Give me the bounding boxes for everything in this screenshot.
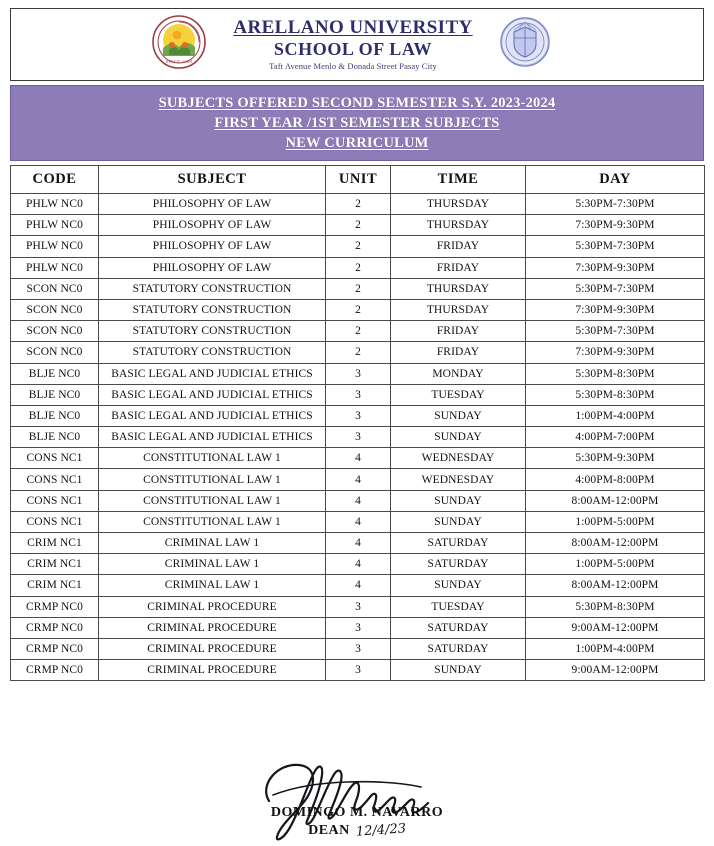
cell-subject: CRIMINAL PROCEDURE bbox=[99, 638, 326, 659]
cell-day: 8:00AM-12:00PM bbox=[526, 575, 705, 596]
cell-code: SCON NC0 bbox=[11, 299, 99, 320]
cell-unit: 2 bbox=[326, 236, 391, 257]
cell-unit: 4 bbox=[326, 533, 391, 554]
table-row bbox=[11, 321, 705, 342]
cell-code: PHLW NC0 bbox=[11, 257, 99, 278]
cell-code: SCON NC0 bbox=[11, 342, 99, 363]
letterhead bbox=[10, 8, 704, 81]
cell-day: 1:00PM-5:00PM bbox=[526, 554, 705, 575]
signature-block bbox=[0, 755, 714, 846]
cell-day: 1:00PM-4:00PM bbox=[526, 638, 705, 659]
cell-time: TUESDAY bbox=[391, 596, 526, 617]
table-row bbox=[11, 299, 705, 320]
schedule-table-body bbox=[11, 194, 705, 681]
signature-date: 12/4/23 bbox=[355, 821, 407, 840]
schedule-table-container bbox=[10, 165, 704, 681]
cell-day: 5:30PM-9:30PM bbox=[526, 448, 705, 469]
table-row bbox=[11, 427, 705, 448]
table-row bbox=[11, 511, 705, 532]
cell-time: FRIDAY bbox=[391, 236, 526, 257]
table-row bbox=[11, 638, 705, 659]
cell-day: 7:30PM-9:30PM bbox=[526, 257, 705, 278]
column-header-subject: SUBJECT bbox=[99, 166, 326, 194]
cell-day: 5:30PM-7:30PM bbox=[526, 278, 705, 299]
cell-code: PHLW NC0 bbox=[11, 236, 99, 257]
cell-code: CONS NC1 bbox=[11, 511, 99, 532]
cell-time: WEDNESDAY bbox=[391, 448, 526, 469]
cell-time: SUNDAY bbox=[391, 490, 526, 511]
cell-subject: CRIMINAL LAW 1 bbox=[99, 533, 326, 554]
title-banner bbox=[10, 85, 704, 161]
cell-time: SUNDAY bbox=[391, 405, 526, 426]
cell-unit: 2 bbox=[326, 299, 391, 320]
cell-code: CONS NC1 bbox=[11, 469, 99, 490]
cell-unit: 3 bbox=[326, 427, 391, 448]
cell-code: CRMP NC0 bbox=[11, 596, 99, 617]
table-header-row bbox=[11, 166, 705, 194]
schedule-table bbox=[10, 165, 705, 681]
cell-code: BLJE NC0 bbox=[11, 384, 99, 405]
dean-name: DOMINGO M. NAVARRO bbox=[270, 805, 444, 820]
table-row bbox=[11, 533, 705, 554]
cell-code: CRMP NC0 bbox=[11, 617, 99, 638]
cell-day: 5:30PM-8:30PM bbox=[526, 363, 705, 384]
cell-subject: STATUTORY CONSTRUCTION bbox=[99, 278, 326, 299]
cell-subject: CONSTITUTIONAL LAW 1 bbox=[99, 469, 326, 490]
cell-code: CRIM NC1 bbox=[11, 533, 99, 554]
cell-time: SATURDAY bbox=[391, 617, 526, 638]
cell-day: 5:30PM-7:30PM bbox=[526, 236, 705, 257]
cell-subject: CRIMINAL LAW 1 bbox=[99, 554, 326, 575]
cell-code: CONS NC1 bbox=[11, 448, 99, 469]
cell-subject: PHILOSOPHY OF LAW bbox=[99, 194, 326, 215]
cell-subject: CONSTITUTIONAL LAW 1 bbox=[99, 511, 326, 532]
cell-time: SATURDAY bbox=[391, 638, 526, 659]
cell-subject: BASIC LEGAL AND JUDICIAL ETHICS bbox=[99, 427, 326, 448]
cell-day: 1:00PM-4:00PM bbox=[526, 405, 705, 426]
cell-time: SUNDAY bbox=[391, 427, 526, 448]
cell-day: 5:30PM-7:30PM bbox=[526, 194, 705, 215]
cell-code: PHLW NC0 bbox=[11, 194, 99, 215]
table-row bbox=[11, 448, 705, 469]
cell-subject: CRIMINAL PROCEDURE bbox=[99, 596, 326, 617]
cell-unit: 3 bbox=[326, 363, 391, 384]
cell-code: CONS NC1 bbox=[11, 490, 99, 511]
column-header-unit: UNIT bbox=[326, 166, 391, 194]
banner-line-semester: SUBJECTS OFFERED SECOND SEMESTER S.Y. 2023-2024 bbox=[158, 94, 556, 111]
cell-unit: 3 bbox=[326, 405, 391, 426]
college-name: SCHOOL OF LAW bbox=[273, 39, 433, 60]
cell-day: 8:00AM-12:00PM bbox=[526, 490, 705, 511]
cell-time: SUNDAY bbox=[391, 575, 526, 596]
column-header-time: TIME bbox=[391, 166, 526, 194]
table-row bbox=[11, 660, 705, 681]
cell-time: MONDAY bbox=[391, 363, 526, 384]
cell-subject: PHILOSOPHY OF LAW bbox=[99, 257, 326, 278]
cell-code: CRIM NC1 bbox=[11, 575, 99, 596]
cell-time: FRIDAY bbox=[391, 342, 526, 363]
cell-unit: 2 bbox=[326, 321, 391, 342]
cell-time: THURSDAY bbox=[391, 215, 526, 236]
cell-unit: 4 bbox=[326, 469, 391, 490]
cell-time: FRIDAY bbox=[391, 257, 526, 278]
cell-unit: 2 bbox=[326, 342, 391, 363]
cell-unit: 3 bbox=[326, 617, 391, 638]
arellano-university-seal-icon bbox=[151, 14, 207, 75]
table-row bbox=[11, 469, 705, 490]
cell-subject: CRIMINAL LAW 1 bbox=[99, 575, 326, 596]
column-header-day: DAY bbox=[526, 166, 705, 194]
table-row bbox=[11, 257, 705, 278]
cell-subject: PHILOSOPHY OF LAW bbox=[99, 236, 326, 257]
cell-code: CRMP NC0 bbox=[11, 660, 99, 681]
cell-code: BLJE NC0 bbox=[11, 405, 99, 426]
cell-subject: BASIC LEGAL AND JUDICIAL ETHICS bbox=[99, 405, 326, 426]
cell-time: SATURDAY bbox=[391, 554, 526, 575]
cell-day: 7:30PM-9:30PM bbox=[526, 299, 705, 320]
cell-time: SUNDAY bbox=[391, 511, 526, 532]
university-name: ARELLANO UNIVERSITY bbox=[233, 17, 473, 39]
cell-day: 9:00AM-12:00PM bbox=[526, 660, 705, 681]
cell-unit: 4 bbox=[326, 554, 391, 575]
cell-subject: CONSTITUTIONAL LAW 1 bbox=[99, 448, 326, 469]
cell-time: SUNDAY bbox=[391, 660, 526, 681]
cell-unit: 2 bbox=[326, 194, 391, 215]
cell-subject: CRIMINAL PROCEDURE bbox=[99, 617, 326, 638]
cell-unit: 3 bbox=[326, 596, 391, 617]
cell-unit: 4 bbox=[326, 575, 391, 596]
cell-code: SCON NC0 bbox=[11, 321, 99, 342]
table-row bbox=[11, 342, 705, 363]
banner-line-curriculum: NEW CURRICULUM bbox=[285, 134, 429, 151]
cell-unit: 2 bbox=[326, 257, 391, 278]
cell-subject: BASIC LEGAL AND JUDICIAL ETHICS bbox=[99, 363, 326, 384]
table-row bbox=[11, 278, 705, 299]
cell-day: 5:30PM-8:30PM bbox=[526, 596, 705, 617]
cell-subject: STATUTORY CONSTRUCTION bbox=[99, 321, 326, 342]
dean-title: DEAN bbox=[308, 823, 350, 838]
table-row bbox=[11, 384, 705, 405]
cell-day: 7:30PM-9:30PM bbox=[526, 342, 705, 363]
table-row bbox=[11, 490, 705, 511]
cell-unit: 3 bbox=[326, 638, 391, 659]
cell-time: WEDNESDAY bbox=[391, 469, 526, 490]
cell-subject: STATUTORY CONSTRUCTION bbox=[99, 299, 326, 320]
banner-line-year: FIRST YEAR /1ST SEMESTER SUBJECTS bbox=[214, 114, 500, 131]
cell-day: 7:30PM-9:30PM bbox=[526, 215, 705, 236]
cell-code: BLJE NC0 bbox=[11, 363, 99, 384]
table-row bbox=[11, 215, 705, 236]
cell-day: 1:00PM-5:00PM bbox=[526, 511, 705, 532]
cell-subject: PHILOSOPHY OF LAW bbox=[99, 215, 326, 236]
table-row bbox=[11, 405, 705, 426]
cell-code: CRMP NC0 bbox=[11, 638, 99, 659]
school-of-law-seal-icon bbox=[499, 16, 551, 73]
cell-subject: CONSTITUTIONAL LAW 1 bbox=[99, 490, 326, 511]
cell-unit: 4 bbox=[326, 448, 391, 469]
cell-subject: STATUTORY CONSTRUCTION bbox=[99, 342, 326, 363]
cell-time: THURSDAY bbox=[391, 278, 526, 299]
cell-subject: BASIC LEGAL AND JUDICIAL ETHICS bbox=[99, 384, 326, 405]
cell-code: SCON NC0 bbox=[11, 278, 99, 299]
column-header-code: CODE bbox=[11, 166, 99, 194]
svg-text:SINCE 1938: SINCE 1938 bbox=[166, 59, 193, 64]
cell-time: FRIDAY bbox=[391, 321, 526, 342]
cell-unit: 3 bbox=[326, 660, 391, 681]
cell-day: 5:30PM-7:30PM bbox=[526, 321, 705, 342]
cell-day: 4:00PM-8:00PM bbox=[526, 469, 705, 490]
address-line: Taft Avenue Menlo & Donada Street Pasay City bbox=[269, 60, 437, 71]
masthead bbox=[233, 18, 472, 71]
cell-unit: 4 bbox=[326, 490, 391, 511]
cell-day: 8:00AM-12:00PM bbox=[526, 533, 705, 554]
cell-day: 4:00PM-7:00PM bbox=[526, 427, 705, 448]
cell-unit: 4 bbox=[326, 511, 391, 532]
cell-time: SATURDAY bbox=[391, 533, 526, 554]
table-row bbox=[11, 554, 705, 575]
cell-unit: 2 bbox=[326, 278, 391, 299]
cell-code: PHLW NC0 bbox=[11, 215, 99, 236]
cell-time: THURSDAY bbox=[391, 299, 526, 320]
cell-unit: 3 bbox=[326, 384, 391, 405]
table-row bbox=[11, 575, 705, 596]
table-row bbox=[11, 194, 705, 215]
cell-day: 9:00AM-12:00PM bbox=[526, 617, 705, 638]
cell-time: THURSDAY bbox=[391, 194, 526, 215]
cell-subject: CRIMINAL PROCEDURE bbox=[99, 660, 326, 681]
cell-day: 5:30PM-8:30PM bbox=[526, 384, 705, 405]
table-row bbox=[11, 596, 705, 617]
table-row bbox=[11, 363, 705, 384]
table-row bbox=[11, 236, 705, 257]
cell-time: TUESDAY bbox=[391, 384, 526, 405]
cell-unit: 2 bbox=[326, 215, 391, 236]
cell-code: CRIM NC1 bbox=[11, 554, 99, 575]
table-row bbox=[11, 617, 705, 638]
cell-code: BLJE NC0 bbox=[11, 427, 99, 448]
